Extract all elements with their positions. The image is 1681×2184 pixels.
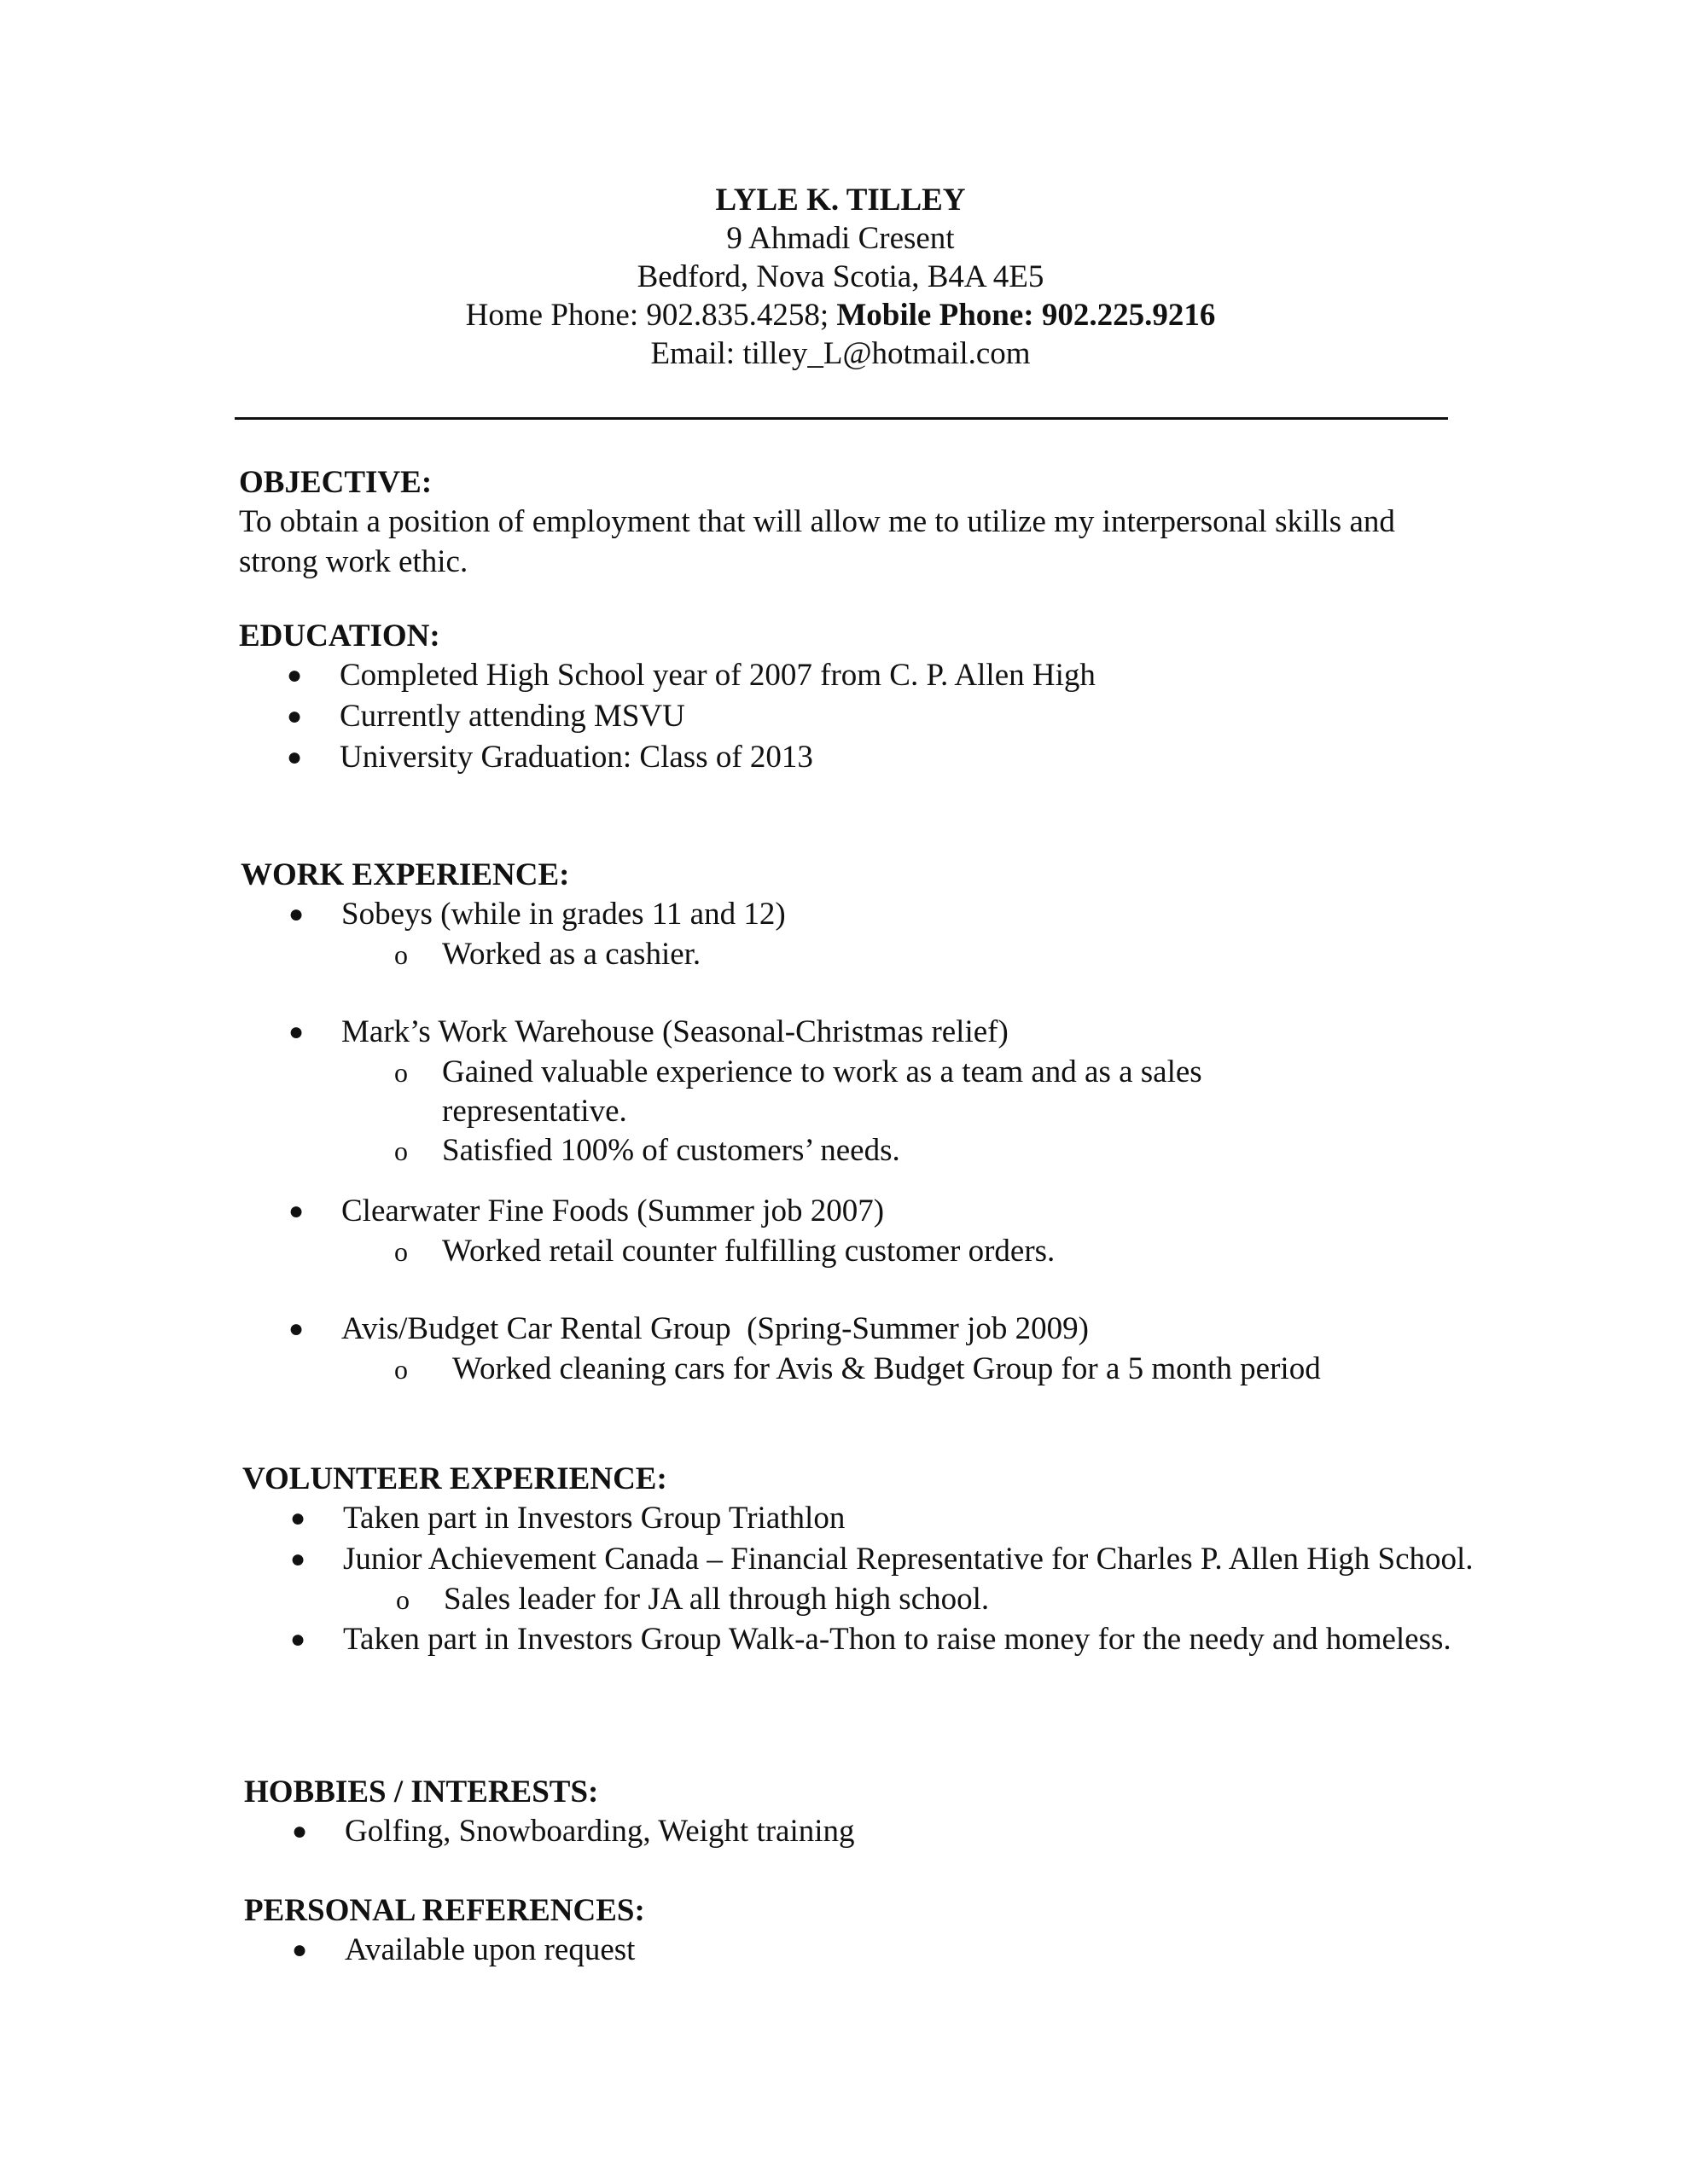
address-line-1: 9 Ahmadi Cresent: [726, 221, 955, 256]
contact-header: [0, 181, 1681, 373]
list-item: ● Available upon request: [244, 1930, 645, 1971]
email-line: [0, 334, 1681, 373]
address-line-2: Bedford, Nova Scotia, B4A 4E5: [637, 259, 1044, 294]
list-item: ● Taken part in Investors Group Triathlon: [242, 1498, 1486, 1539]
hobbies-heading: HOBBIES / INTERESTS:: [244, 1774, 599, 1809]
job-detail: o Worked retail counter fulfilling customer orders.: [341, 1232, 1321, 1271]
bullet-icon: ●: [287, 661, 303, 689]
bullet-icon: ●: [292, 1936, 308, 1964]
sub-bullet-icon: o: [394, 1057, 408, 1088]
volunteer-heading: VOLUNTEER EXPERIENCE:: [242, 1461, 667, 1496]
list-item: ● Completed High School year of 2007 from C. P. Allen High: [239, 655, 1096, 696]
volunteer-list: [242, 1498, 1486, 1660]
volunteer-detail-list: [343, 1580, 1486, 1619]
list-item: ● Taken part in Investors Group Walk-a-Thon to raise money for the needy and homeless.: [242, 1619, 1486, 1660]
email-label: Email:: [650, 336, 736, 371]
hobbies-list: [244, 1811, 855, 1852]
list-item: ● Currently attending MSVU: [239, 696, 1096, 737]
job-item-avis: ● Avis/Budget Car Rental Group (Spring-Summer job 2009) o Worked cleaning cars for Avis & Budget Group for a 5 month period: [241, 1309, 1321, 1389]
objective-section: [239, 464, 1451, 582]
hobbies-section: [244, 1774, 855, 1852]
job-detail: o Worked as a cashier.: [341, 935, 1321, 974]
bullet-icon: ●: [292, 1817, 308, 1845]
job-detail: o Worked cleaning cars for Avis & Budget Group for a 5 month period: [341, 1350, 1321, 1389]
sub-bullet-icon: o: [394, 1136, 408, 1166]
objective-heading: OBJECTIVE:: [239, 465, 433, 500]
sub-bullet-icon: o: [396, 1584, 410, 1615]
bullet-icon: ●: [290, 1545, 306, 1573]
objective-text: To obtain a position of employment that will allow me to utilize my interpersonal skills and strong work ethic.: [239, 504, 1395, 579]
work-heading: WORK EXPERIENCE:: [241, 857, 570, 892]
list-item: ● Junior Achievement Canada – Financial Representative for Charles P. Allen High School. o Sales leader for JA all through high school.: [242, 1539, 1486, 1619]
work-list: [241, 894, 1321, 1389]
bullet-icon: ●: [287, 702, 303, 730]
candidate-name: LYLE K. TILLEY: [715, 183, 966, 218]
header-divider: [235, 417, 1448, 420]
bullet-icon: ●: [290, 1625, 306, 1653]
bullet-icon: ●: [290, 1504, 306, 1532]
bullet-icon: ●: [287, 743, 303, 771]
bullet-icon: ●: [288, 1315, 305, 1343]
home-phone: 902.835.4258;: [646, 298, 829, 333]
job-detail-list: [341, 1053, 1321, 1170]
list-item: ● University Graduation: Class of 2013: [239, 737, 1096, 778]
job-detail-list: [341, 1232, 1321, 1271]
job-detail: o Satisfied 100% of customers’ needs.: [341, 1131, 1321, 1170]
email-address: tilley_L@hotmail.com: [742, 336, 1031, 371]
list-item: o Sales leader for JA all through high school.: [343, 1580, 1486, 1619]
bullet-icon: ●: [288, 900, 305, 928]
education-section: [239, 618, 1096, 778]
volunteer-section: [242, 1461, 1486, 1660]
bullet-icon: ●: [288, 1018, 305, 1046]
job-detail-list: [341, 1350, 1321, 1389]
job-detail-list: [341, 935, 1321, 974]
mobile-phone: 902.225.9216: [1041, 298, 1216, 333]
education-heading: EDUCATION:: [239, 619, 440, 653]
job-item-marks: ● Mark’s Work Warehouse (Seasonal-Christmas relief) o Gained valuable experience to work as a team and as a sales representative. o Satisfied 100% of customers’ needs.: [241, 1012, 1321, 1191]
sub-bullet-icon: o: [394, 939, 408, 970]
references-list: [244, 1930, 645, 1971]
job-item-sobeys: ● Sobeys (while in grades 11 and 12) o Worked as a cashier.: [241, 894, 1321, 1012]
phone-line: [0, 296, 1681, 334]
job-item-clearwater: ● Clearwater Fine Foods (Summer job 2007) o Worked retail counter fulfilling customer orders.: [241, 1191, 1321, 1309]
references-heading: PERSONAL REFERENCES:: [244, 1893, 645, 1928]
education-list: [239, 655, 1096, 778]
mobile-phone-label: Mobile Phone:: [836, 298, 1034, 333]
bullet-icon: ●: [288, 1197, 305, 1225]
references-section: [244, 1892, 645, 1971]
sub-bullet-icon: o: [394, 1354, 408, 1385]
job-detail: o Gained valuable experience to work as a team and as a sales representative.: [394, 1054, 1202, 1129]
sub-bullet-icon: o: [394, 1236, 408, 1267]
work-section: [241, 857, 1321, 1389]
home-phone-label: Home Phone:: [465, 298, 639, 333]
list-item: ● Golfing, Snowboarding, Weight training: [244, 1811, 855, 1852]
